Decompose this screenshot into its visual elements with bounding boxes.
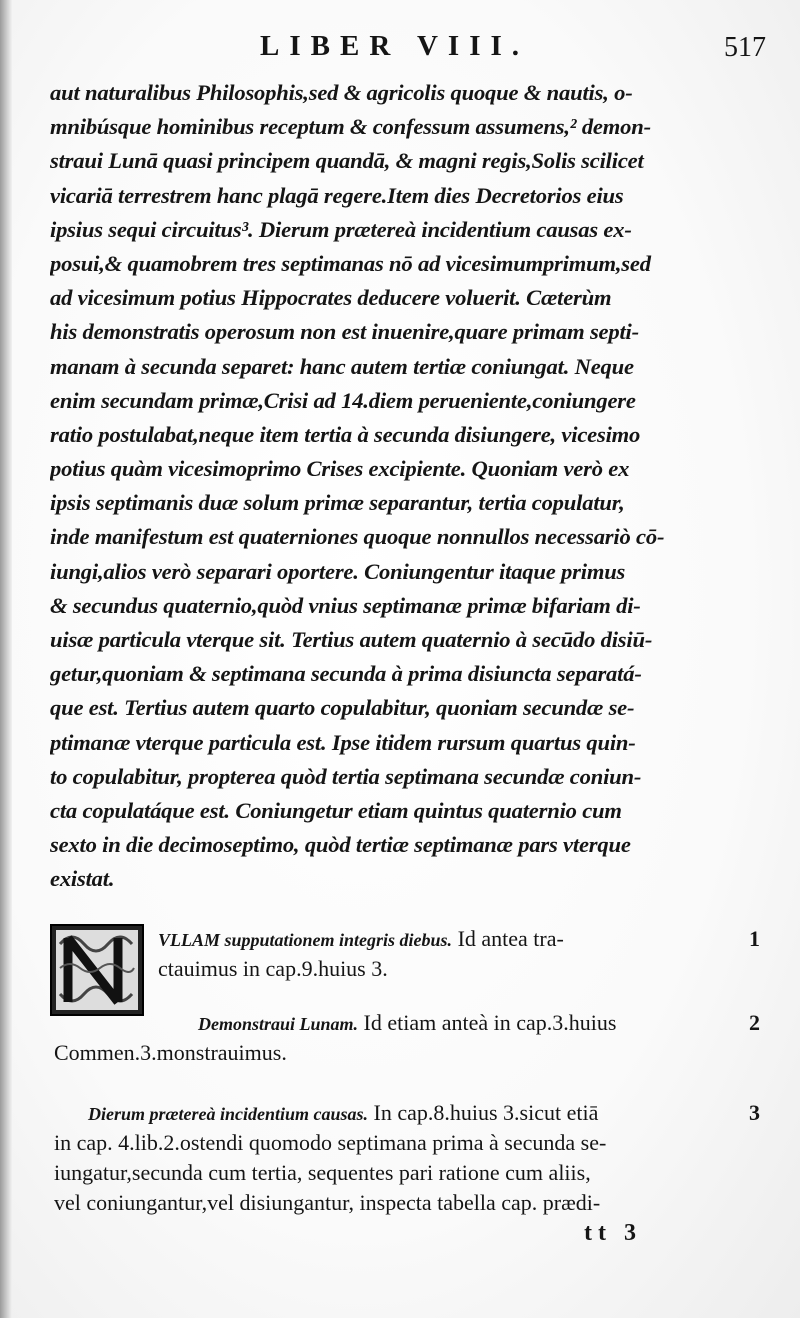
page-number: 517 [724,32,766,63]
text-line: uisæ particula vterque sit. Tertius autem quaternio à secūdo disiū- [50,627,653,652]
text-line: manam à secunda separet: hanc autem tertiæ coniungat. Neque [50,353,634,379]
text-line: inde manifestum est quaterniones quoque nonnullos necessariò cō- [50,524,665,550]
note-line [158,924,744,954]
note-text: Id antea tra- [457,926,564,951]
text-line: ratio postulabat,neque item tertia à secunda disiungere, vicesimo [50,421,641,447]
note-line: Commen.3.monstrauimus. [54,1040,287,1065]
text-line: sexto in die decimoseptimo, quòd tertiæ septimanæ pars vterque [50,832,631,858]
text-line: existat. [50,866,115,892]
text-line: potius quàm vicesimoprimo Crises excipiente. Quoniam verò ex [50,456,630,482]
text-line: ptimanæ vterque particula est. Ipse itidem rursum quartus quin- [50,729,636,755]
text-line: his demonstratis operosum non est inuenire,quare primam septi- [50,319,639,345]
decorated-initial-icon [50,924,144,1016]
note-line: in cap. 4.lib.2.ostendi quomodo septimana prima à secunda se- [54,1130,607,1155]
note-line [54,1098,744,1128]
note-line: iungatur,secunda cum tertia, sequentes pari ratione cum aliis, [54,1160,591,1185]
text-line: ipsis septimanis duæ solum primæ separantur, tertia copulatur, [50,490,625,516]
binding-gutter [0,0,12,1318]
text-line: & secundus quaternio,quòd vnius septimanæ primæ bifariam di- [50,592,641,618]
text-line: aut naturalibus Philosophis,sed & agricolis quoque & nautis, o- [50,80,633,105]
text-line: ipsius sequi circuitus³. Dierum prætereà incidentium causas ex- [50,216,632,242]
note-lemma: Dierum prætereà incidentium causas. [88,1104,369,1124]
text-line: que est. Tertius autem quarto copulabitur, quoniam secundæ se- [50,695,635,721]
main-text-block [50,76,740,897]
text-line: enim secundam primæ,Crisi ad 14.diem perueniente,coniungere [50,387,636,413]
note-line: ctauimus in cap.9.huius 3. [158,956,388,981]
text-line: to copulabitur, propterea quòd tertia septimana secundæ coniun- [50,763,642,789]
text-line: iungi,alios verò separari oportere. Coniungentur itaque primus [50,558,626,584]
note-text: Id etiam anteà in cap.3.huius [363,1010,617,1035]
text-line: vicariā terrestrem hanc plagā regere.Item dies Decretorios eius [50,182,624,208]
page-header [0,30,800,70]
note-text: In cap.8.huius 3.sicut etiā [373,1100,599,1125]
signature-mark: tt 3 [584,1220,642,1246]
note-line [54,1008,744,1038]
text-line: posui,& quamobrem tres septimanas nō ad vicesimumprimum,sed [50,250,651,276]
note-number: 2 [749,1010,760,1035]
text-line: mnibúsque hominibus receptum & confessum assumens,² demon- [50,114,651,140]
text-line: ad vicesimum potius Hippocrates deducere voluerit. Cæterùm [50,285,612,311]
text-line: cta copulatáque est. Coniungetur etiam quintus quaternio cum [50,797,622,823]
text-line: getur,quoniam & septimana secunda à prima disiuncta separatá- [50,661,642,687]
text-line: straui Lunā quasi principem quandā, & magni regis,Solis scilicet [50,148,644,174]
note-number: 3 [749,1100,760,1125]
note-2 [54,1008,760,1068]
note-1 [158,924,760,984]
running-head: LIBER VIII. [260,30,530,62]
note-line: vel coniungantur,vel disiungantur, inspecta tabella cap. prædi- [54,1190,601,1215]
note-lemma: Demonstraui Lunam. [198,1014,359,1034]
note-lemma: VLLAM supputationem integris diebus. [158,930,453,950]
note-number: 1 [749,926,760,951]
note-3 [54,1098,760,1218]
